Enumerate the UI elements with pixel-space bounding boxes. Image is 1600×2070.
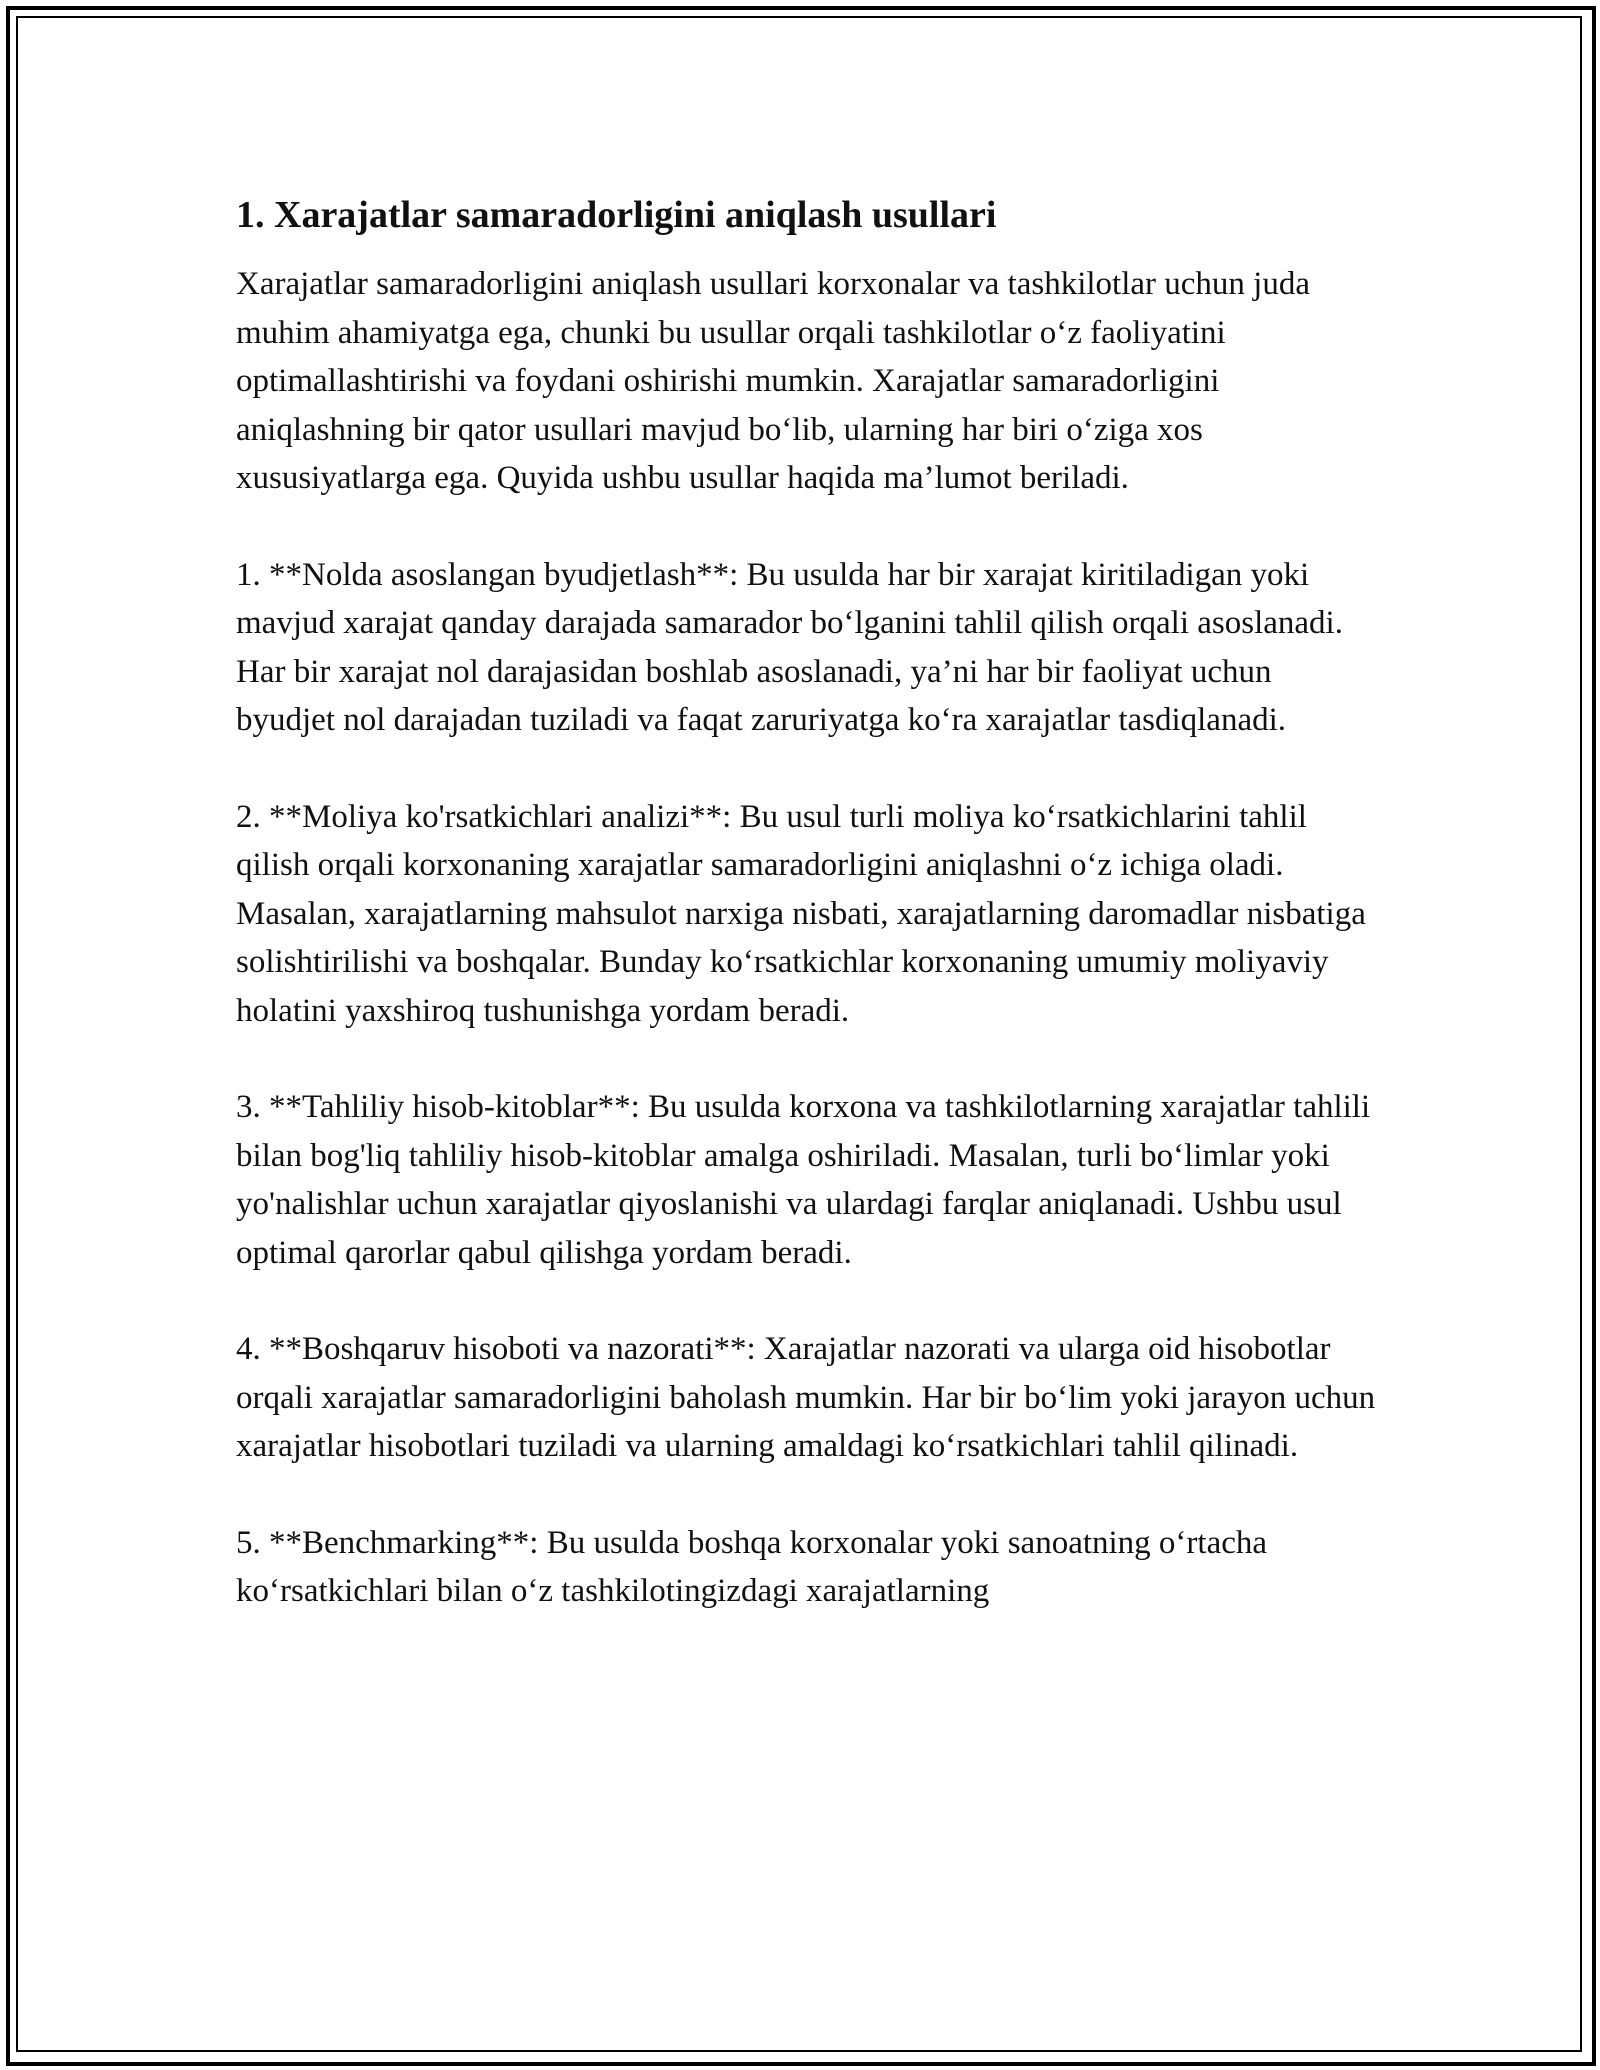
method-paragraph-management-reporting: 4. **Boshqaruv hisoboti va nazorati**: Xarajatlar nazorati va ularga oid hisobotlar orqali xarajatlar samaradorligini baholash mumkin. Har bir bo‘lim yoki jarayon uchun xarajatlar hisobotlari tuziladi va ularning amaldagi ko‘rsatkichlari tahlil qilinadi. bbox=[236, 1331, 1376, 1464]
intro-paragraph: Xarajatlar samaradorligini aniqlash usullari korxonalar va tashkilotlar uchun juda muhim ahamiyatga ega, chunki bu usullar orqali tashkilotlar o‘z faoliyatini optimallashtirishi va foydani oshirishi mumkin. Xarajatlar samaradorligini aniqlashning bir qator usullari mavjud bo‘lib, ularning har biri o‘ziga xos xususiyatlarga ega. Quyida ushbu usullar haqida ma’lumot beriladi. bbox=[236, 266, 1310, 496]
section-heading: 1. Xarajatlar samaradorligini aniqlash usullari bbox=[236, 194, 997, 236]
document-body bbox=[236, 190, 1376, 1664]
method-paragraph-zero-based-budgeting: 1. **Nolda asoslangan byudjetlash**: Bu usulda har bir xarajat kiritiladigan yoki mavjud xarajat qanday darajada samarador bo‘lganini tahlil qilish orqali asoslanadi. Har bir xarajat nol darajasidan boshlab asoslanadi, ya’ni har bir faoliyat uchun byudjet nol darajadan tuziladi va faqat zaruriyatga ko‘ra xarajatlar tasdiqlanadi. bbox=[236, 556, 1343, 738]
method-paragraph-financial-ratio-analysis: 2. **Moliya ko'rsatkichlari analizi**: Bu usul turli moliya ko‘rsatkichlarini tahlil qilish orqali korxonaning xarajatlar samaradorligini aniqlashni o‘z ichiga oladi. Masalan, xarajatlarning mahsulot narxiga nisbati, xarajatlarning daromadlar nisbatiga solishtirilishi va boshqalar. Bunday ko‘rsatkichlar korxonaning umumiy moliyaviy holatini yaxshiroq tushunishga yordam beradi. bbox=[236, 798, 1366, 1029]
method-paragraph-analytical-calculations: 3. **Tahliliy hisob-kitoblar**: Bu usulda korxona va tashkilotlarning xarajatlar tahlili bilan bog'liq tahliliy hisob-kitoblar amalga oshiriladi. Masalan, turli bo‘limlar yoki yo'nalishlar uchun xarajatlar qiyoslanishi va ulardagi farqlar aniqlanadi. Ushbu usul optimal qarorlar qabul qilishga yordam beradi. bbox=[236, 1089, 1371, 1271]
method-paragraph-benchmarking: 5. **Benchmarking**: Bu usulda boshqa korxonalar yoki sanoatning o‘rtacha ko‘rsatkichlari bilan o‘z tashkilotingizdagi xarajatlarning bbox=[236, 1524, 1268, 1609]
